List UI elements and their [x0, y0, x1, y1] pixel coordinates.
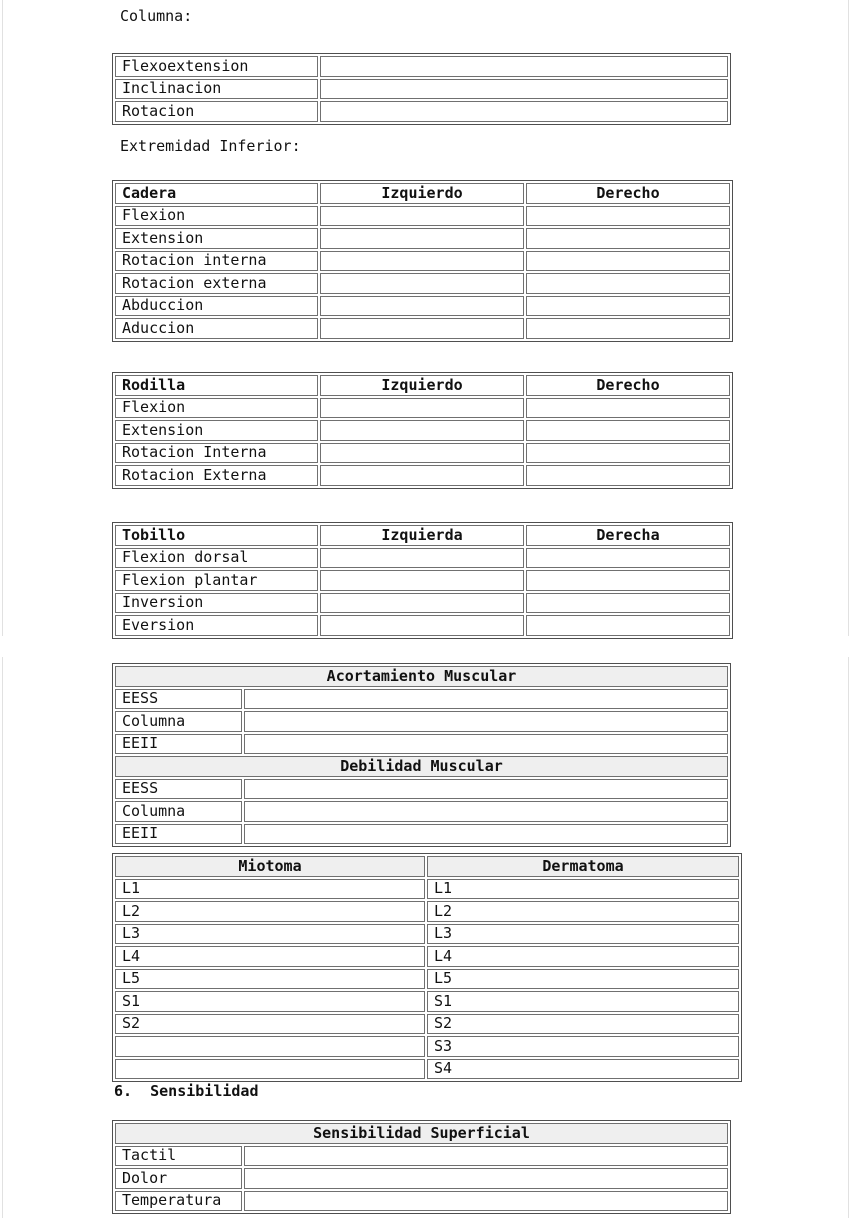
columna-section-label: Columna:: [120, 7, 193, 25]
row-label-cell: Columna: [115, 711, 242, 732]
table-row: [115, 443, 730, 464]
rodilla-table: [112, 372, 733, 489]
value-cell: [320, 273, 524, 294]
row-label-cell: Rotacion Externa: [115, 465, 318, 486]
row-label-cell: Dolor: [115, 1168, 242, 1189]
value-cell: [526, 228, 730, 249]
table-row: [115, 206, 730, 227]
value-cell: [320, 251, 524, 272]
value-cell: [526, 318, 730, 339]
table-row: [115, 593, 730, 614]
column-header: Derecho: [526, 375, 730, 396]
value-cell: [320, 443, 524, 464]
row-label-cell: Rotacion: [115, 101, 318, 122]
sensibilidad-heading: 6. Sensibilidad: [114, 1082, 259, 1100]
value-cell: [526, 548, 730, 569]
miotoma-cell: [115, 1036, 425, 1057]
table-row: [115, 879, 739, 900]
miotoma-cell: L5: [115, 969, 425, 990]
column-header: Cadera: [115, 183, 318, 204]
section-header-row: [115, 756, 728, 777]
table-row: [115, 969, 739, 990]
row-label-cell: EESS: [115, 689, 242, 710]
miotoma-cell: S2: [115, 1014, 425, 1035]
table-row: [115, 56, 728, 77]
value-cell: [526, 206, 730, 227]
dermatoma-cell: L2: [427, 901, 739, 922]
row-label-cell: Columna: [115, 801, 242, 822]
value-cell: [320, 548, 524, 569]
value-cell: [320, 56, 728, 77]
row-label-cell: Flexion: [115, 206, 318, 227]
miotoma-cell: L1: [115, 879, 425, 900]
table-row: [115, 711, 728, 732]
dermatoma-cell: L1: [427, 879, 739, 900]
column-header: Dermatoma: [427, 856, 739, 877]
sensibilidad-superficial-table: [112, 1120, 731, 1214]
table-header-row: [115, 856, 739, 877]
column-header: Derecha: [526, 525, 730, 546]
value-cell: [320, 296, 524, 317]
row-label-cell: Abduccion: [115, 296, 318, 317]
table-row: [115, 465, 730, 486]
value-cell: [526, 593, 730, 614]
value-cell: [526, 443, 730, 464]
table-row: [115, 1146, 728, 1167]
table-row: [115, 228, 730, 249]
dermatoma-cell: L4: [427, 946, 739, 967]
table-row: [115, 398, 730, 419]
table-row: [115, 101, 728, 122]
row-label-cell: Flexion: [115, 398, 318, 419]
column-header: Izquierdo: [320, 183, 524, 204]
table-row: [115, 946, 739, 967]
column-header: Tobillo: [115, 525, 318, 546]
row-label-cell: Rotacion externa: [115, 273, 318, 294]
row-label-cell: EEII: [115, 824, 242, 845]
value-cell: [526, 570, 730, 591]
value-cell: [320, 465, 524, 486]
table-row: [115, 824, 728, 845]
table-row: [115, 296, 730, 317]
miotoma-cell: L3: [115, 924, 425, 945]
miotoma-cell: S1: [115, 991, 425, 1012]
row-label-cell: Flexion dorsal: [115, 548, 318, 569]
column-header: Derecho: [526, 183, 730, 204]
miotoma-cell: L4: [115, 946, 425, 967]
table-row: [115, 420, 730, 441]
section-header-row: [115, 666, 728, 687]
table-row: [115, 1059, 739, 1080]
value-cell: [320, 318, 524, 339]
table-row: [115, 901, 739, 922]
row-label-cell: Extension: [115, 420, 318, 441]
table-row: [115, 924, 739, 945]
value-cell: [320, 206, 524, 227]
table-row: [115, 570, 730, 591]
section-header: Debilidad Muscular: [115, 756, 728, 777]
table-row: [115, 1036, 739, 1057]
row-label-cell: Extension: [115, 228, 318, 249]
dermatoma-cell: L3: [427, 924, 739, 945]
row-label-cell: Tactil: [115, 1146, 242, 1167]
value-cell: [526, 615, 730, 636]
table-header-row: [115, 183, 730, 204]
value-cell: [320, 420, 524, 441]
row-label-cell: Inversion: [115, 593, 318, 614]
row-label-cell: Flexion plantar: [115, 570, 318, 591]
table-row: [115, 318, 730, 339]
row-label-cell: Eversion: [115, 615, 318, 636]
table-row: [115, 251, 730, 272]
value-cell: [244, 1168, 728, 1189]
extremidad-inferior-section-label: Extremidad Inferior:: [120, 137, 301, 155]
row-label-cell: EEII: [115, 734, 242, 755]
row-label-cell: Inclinacion: [115, 79, 318, 100]
row-label-cell: Rotacion interna: [115, 251, 318, 272]
value-cell: [244, 824, 728, 845]
value-cell: [320, 79, 728, 100]
value-cell: [320, 593, 524, 614]
section-header-row: [115, 1123, 728, 1144]
section-header: Sensibilidad Superficial: [115, 1123, 728, 1144]
table-row: [115, 1014, 739, 1035]
value-cell: [320, 615, 524, 636]
dermatoma-cell: S3: [427, 1036, 739, 1057]
acortamiento-debilidad-table: [112, 663, 731, 847]
section-header: Acortamiento Muscular: [115, 666, 728, 687]
value-cell: [526, 465, 730, 486]
table-header-row: [115, 525, 730, 546]
cadera-table: [112, 180, 733, 342]
dermatoma-cell: S4: [427, 1059, 739, 1080]
table-row: [115, 801, 728, 822]
table-row: [115, 689, 728, 710]
value-cell: [244, 689, 728, 710]
row-label-cell: Temperatura: [115, 1191, 242, 1212]
value-cell: [526, 420, 730, 441]
table-row: [115, 779, 728, 800]
table-row: [115, 615, 730, 636]
row-label-cell: EESS: [115, 779, 242, 800]
value-cell: [320, 228, 524, 249]
columna-table: [112, 53, 731, 125]
value-cell: [244, 801, 728, 822]
miotoma-dermatoma-table: [112, 853, 742, 1082]
table-row: [115, 548, 730, 569]
value-cell: [244, 1191, 728, 1212]
miotoma-cell: [115, 1059, 425, 1080]
row-label-cell: Rotacion Interna: [115, 443, 318, 464]
table-row: [115, 1191, 728, 1212]
value-cell: [526, 251, 730, 272]
row-label-cell: Aduccion: [115, 318, 318, 339]
column-header: Izquierda: [320, 525, 524, 546]
value-cell: [244, 711, 728, 732]
dermatoma-cell: S2: [427, 1014, 739, 1035]
value-cell: [320, 101, 728, 122]
table-row: [115, 734, 728, 755]
value-cell: [526, 296, 730, 317]
dermatoma-cell: L5: [427, 969, 739, 990]
value-cell: [526, 398, 730, 419]
column-header: Miotoma: [115, 856, 425, 877]
row-label-cell: Flexoextension: [115, 56, 318, 77]
dermatoma-cell: S1: [427, 991, 739, 1012]
table-row: [115, 79, 728, 100]
miotoma-cell: L2: [115, 901, 425, 922]
column-header: Rodilla: [115, 375, 318, 396]
value-cell: [320, 570, 524, 591]
table-row: [115, 273, 730, 294]
value-cell: [320, 398, 524, 419]
value-cell: [244, 779, 728, 800]
value-cell: [244, 734, 728, 755]
table-row: [115, 991, 739, 1012]
table-header-row: [115, 375, 730, 396]
column-header: Izquierdo: [320, 375, 524, 396]
tobillo-table: [112, 522, 733, 639]
value-cell: [526, 273, 730, 294]
table-row: [115, 1168, 728, 1189]
value-cell: [244, 1146, 728, 1167]
